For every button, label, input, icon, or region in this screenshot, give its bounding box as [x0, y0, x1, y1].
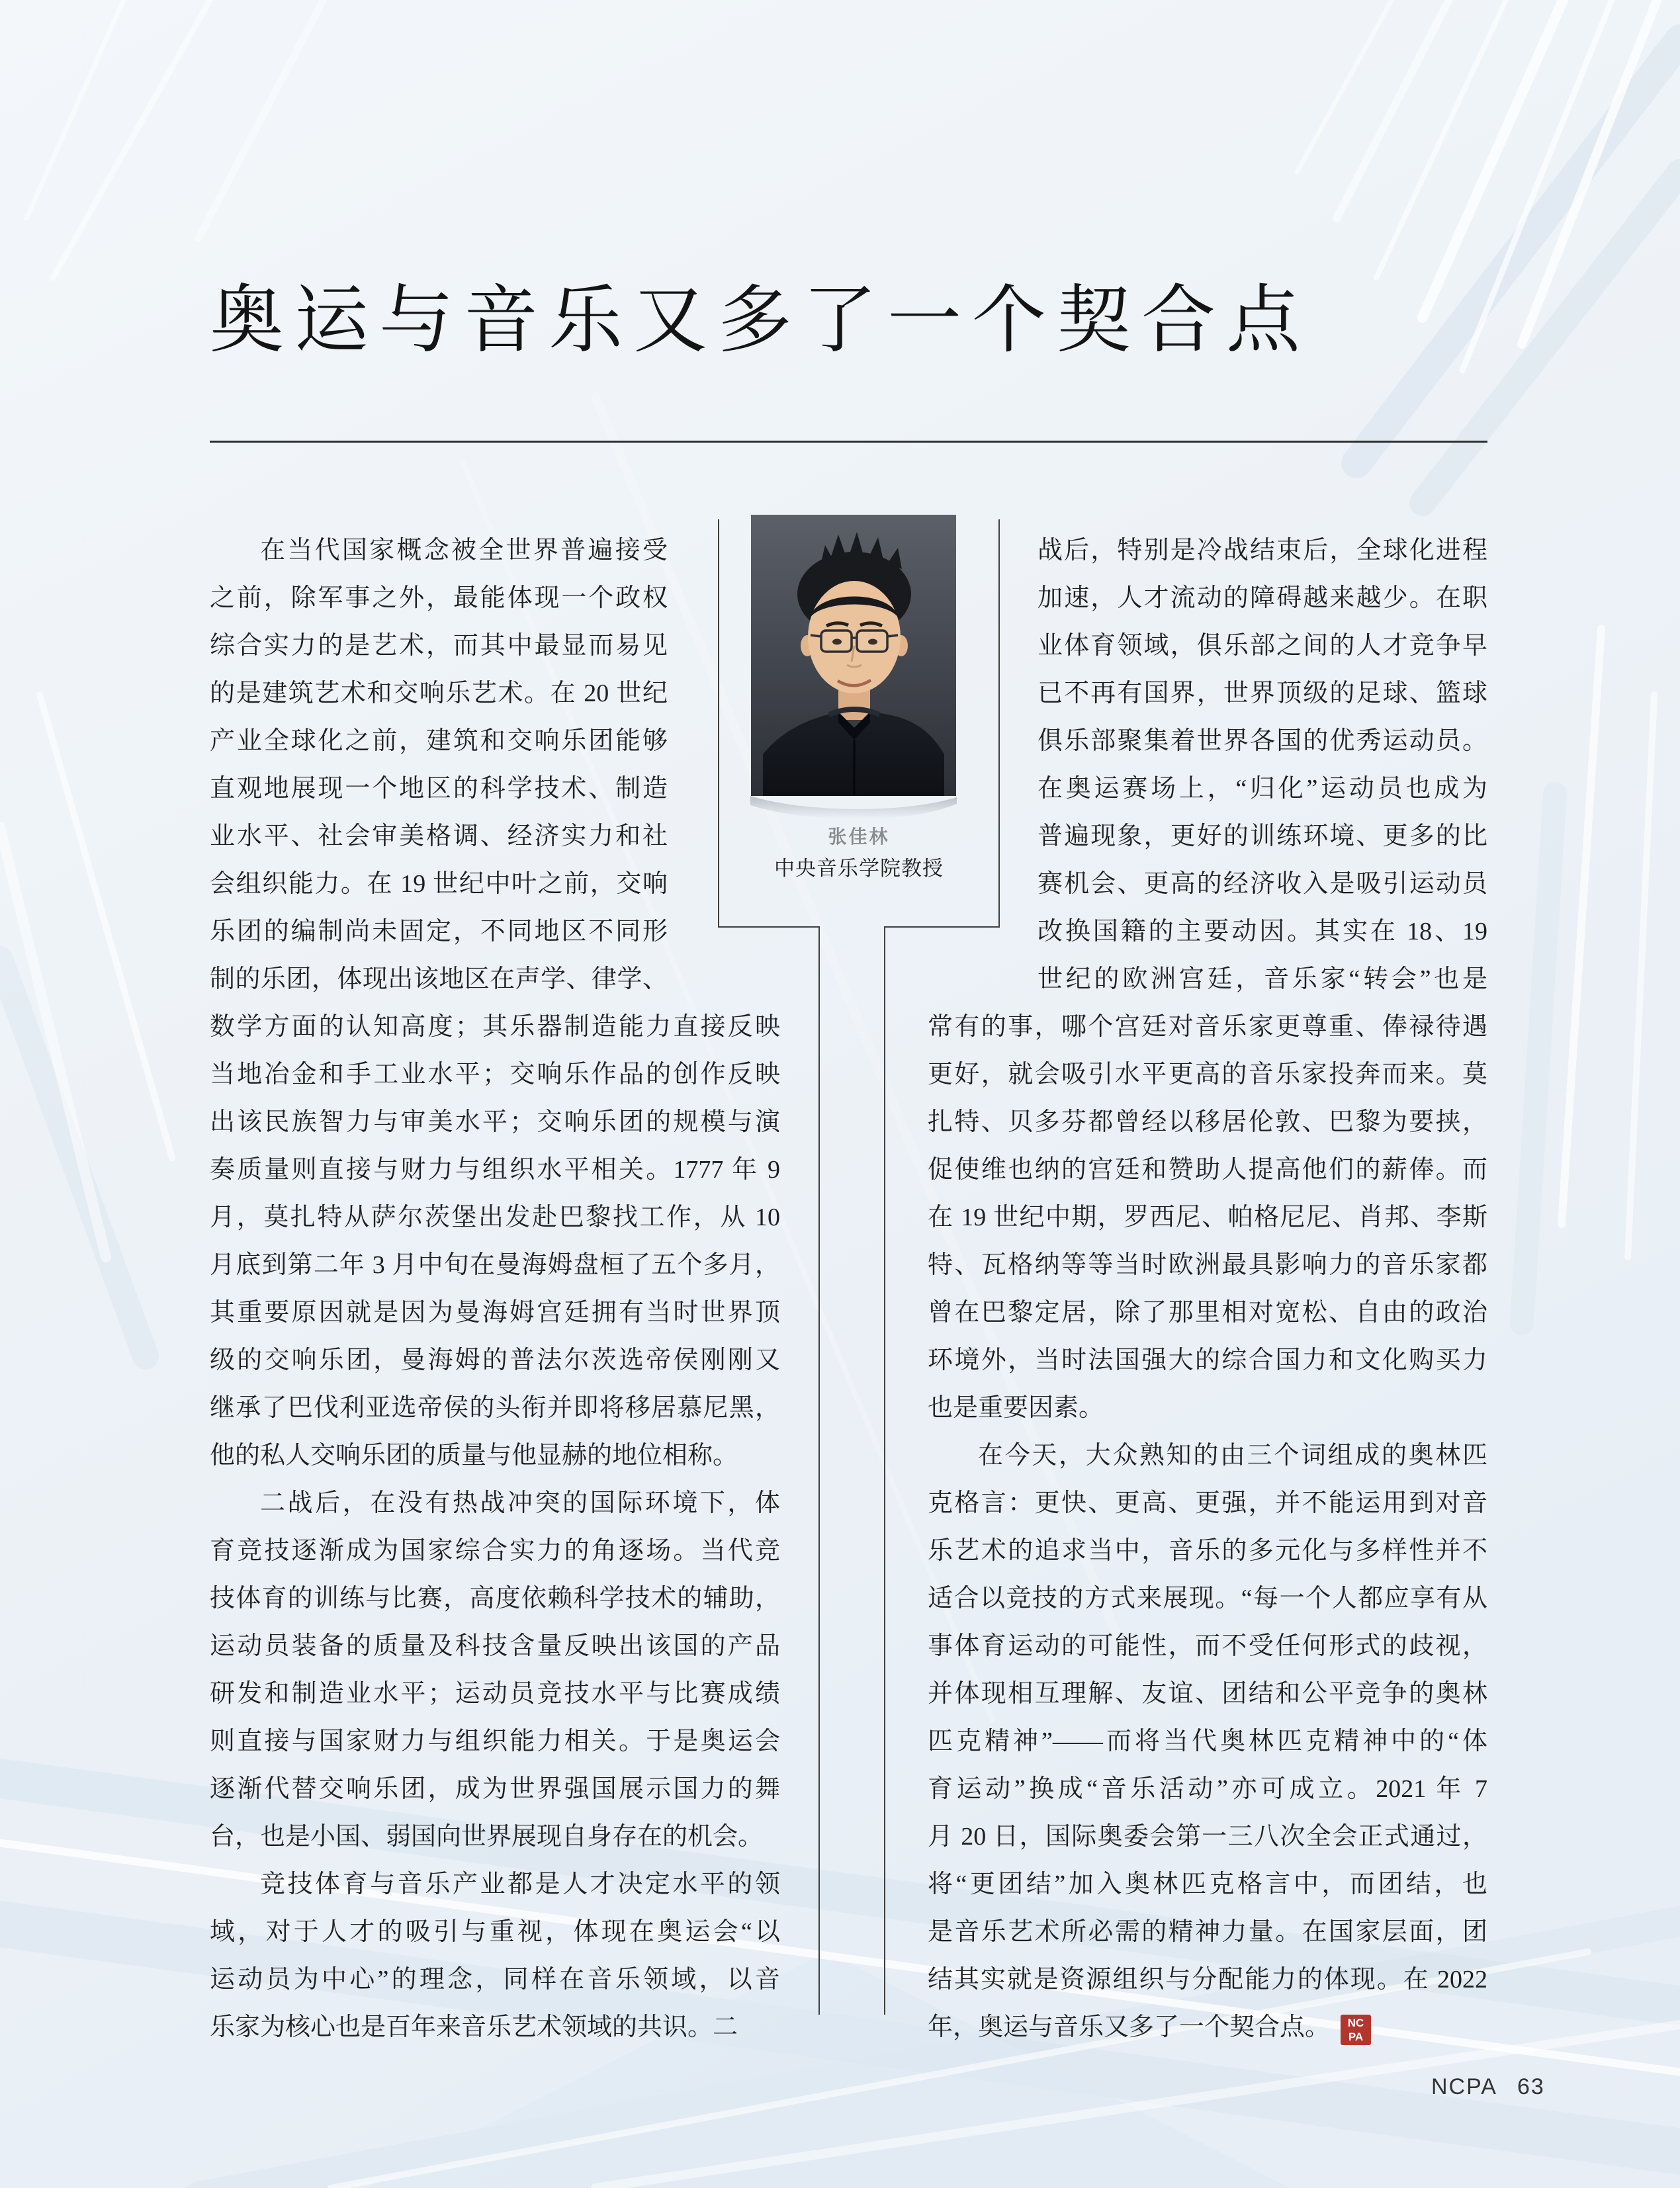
- text-line: 业体育领域，俱乐部之间的人才竞争早: [1038, 632, 1487, 660]
- text-line: 特、瓦格纳等等当时欧洲最具影响力的音乐家都: [928, 1251, 1487, 1279]
- text-line: 也是重要因素。: [928, 1394, 1104, 1422]
- text-line: 在 19 世纪中期，罗西尼、帕格尼尼、肖邦、李斯: [928, 1203, 1487, 1231]
- text-line: 直观地展现一个地区的科学技术、制造: [210, 775, 668, 803]
- text-line: 月 20 日，国际奥委会第一三八次全会正式通过，: [928, 1823, 1487, 1851]
- text-line: 则直接与国家财力与组织能力相关。于是奥运会: [210, 1728, 780, 1755]
- text-line: 出该民族智力与审美水平；交响乐团的规模与演: [210, 1108, 780, 1136]
- text-line: 域，对于人才的吸引与重视，体现在奥运会“以: [210, 1918, 780, 1946]
- text-line: 竞技体育与音乐产业都是人才决定水平的领: [260, 1870, 780, 1898]
- text-line: 环境外，当时法国强大的综合国力和文化购买力: [928, 1346, 1487, 1374]
- text-line: 乐团的编制尚未固定，不同地区不同形: [210, 918, 668, 945]
- page-number: 63: [1517, 2074, 1545, 2099]
- text-line: 运动员装备的质量及科技含量反映出该国的产品: [210, 1632, 780, 1660]
- photo-curl-shadow: [748, 795, 959, 822]
- text-line: 之前，除军事之外，最能体现一个政权: [210, 584, 668, 612]
- portrait-glasses: [857, 631, 887, 652]
- text-line: 研发和制造业水平；运动员竞技水平与比赛成绩: [210, 1680, 780, 1708]
- text-line: 普遍现象，更好的训练环境、更多的比: [1038, 822, 1487, 850]
- magazine-name: NCPA: [1431, 2074, 1497, 2099]
- text-line: 战后，特别是冷战结束后，全球化进程: [1038, 537, 1487, 564]
- text-line: 适合以竞技的方式来展现。“每一个人都应享有从: [928, 1585, 1487, 1612]
- text-line: 在奥运赛场上，“归化”运动员也成为: [1038, 775, 1487, 803]
- text-line: 奏质量则直接与财力与组织水平相关。1777 年 9: [210, 1156, 780, 1184]
- text-line: 乐艺术的追求当中，音乐的多元化与多样性并不: [928, 1537, 1487, 1565]
- text-line: 月底到第二年 3 月中旬在曼海姆盘桓了五个多月，: [210, 1251, 780, 1279]
- text-line: 当地冶金和手工业水平；交响乐作品的创作反映: [210, 1061, 780, 1088]
- text-line: 加速，人才流动的障碍越来越少。在职: [1038, 584, 1487, 612]
- text-line: 逐渐代替交响乐团，成为世界强国展示国力的舞: [210, 1775, 780, 1803]
- text-line: 匹克精神”——而将当代奥林匹克精神中的“体: [928, 1728, 1487, 1755]
- left-column-lower: [210, 1003, 780, 2051]
- text-line: 乐家为核心也是百年来音乐艺术领域的共识。二: [210, 2013, 738, 2041]
- text-line: 结其实就是资源组织与分配能力的体现。在 2022: [928, 1966, 1487, 1993]
- text-line: 继承了巴伐利亚选帝侯的头衔并即将移居慕尼黑，: [210, 1394, 780, 1422]
- text-line: 制的乐团，体现出该地区在声学、律学、: [210, 965, 668, 993]
- author-photo: [751, 515, 956, 796]
- text-line: 克格言：更快、更高、更强，并不能运用到对音: [928, 1489, 1487, 1517]
- left-column-upper: [210, 527, 668, 1003]
- text-line: 月，莫扎特从萨尔茨堡出发赴巴黎找工作，从 10: [210, 1203, 780, 1231]
- author-name: 张佳林: [828, 826, 890, 847]
- text-line: 会组织能力。在 19 世纪中叶之前，交响: [210, 870, 668, 898]
- text-line: 技体育的训练与比赛，高度依赖科学技术的辅助，: [210, 1585, 780, 1612]
- author-card-frame-bottom-right: [884, 926, 1000, 928]
- text-line: 运动员为中心”的理念，同样在音乐领域，以音: [210, 1966, 780, 1993]
- text-line: 常有的事，哪个宫廷对音乐家更尊重、俸禄待遇: [928, 1013, 1487, 1041]
- text-line: 育运动”换成“音乐活动”亦可成立。2021 年 7: [928, 1775, 1487, 1803]
- text-line: 育竞技逐渐成为国家综合实力的角逐场。当代竞: [210, 1537, 780, 1565]
- text-line: 年，奥运与音乐又多了一个契合点。 NC PA: [928, 2003, 1487, 2051]
- author-card-frame-left: [718, 519, 719, 928]
- text-line: 世纪的欧洲宫廷，音乐家“转会”也是: [1038, 965, 1487, 993]
- page-footer: [1431, 2072, 1545, 2101]
- text-line: 在今天，大众熟知的由三个词组成的奥林匹: [978, 1442, 1487, 1469]
- text-line: 台，也是小国、弱国向世界展现自身存在的机会。: [210, 1823, 764, 1851]
- text-line: 曾在巴黎定居，除了那里相对宽松、自由的政治: [928, 1299, 1487, 1327]
- author-title: 中央音乐学院教授: [774, 857, 944, 880]
- author-card-frame-bottom-left: [718, 926, 819, 928]
- article-title: 奥运与音乐又多了一个契合点: [210, 280, 1311, 362]
- column-divider-line-right: [884, 926, 885, 2015]
- text-line: 产业全球化之前，建筑和交响乐团能够: [210, 727, 668, 755]
- column-divider-line-left: [818, 926, 820, 2015]
- text-line: 业水平、社会审美格调、经济实力和社: [210, 822, 668, 850]
- ncpa-seal-icon: NC PA: [1341, 2015, 1371, 2045]
- author-card-frame-right: [998, 519, 1000, 928]
- text-line: 促使维也纳的宫廷和赞助人提高他们的薪俸。而: [928, 1156, 1487, 1184]
- text-line: 在当代国家概念被全世界普遍接受: [260, 537, 668, 564]
- text-line: 综合实力的是艺术，而其中最显而易见: [210, 632, 668, 660]
- text-line: 赛机会、更高的经济收入是吸引运动员: [1038, 870, 1487, 898]
- text-line: 级的交响乐团，曼海姆的普法尔茨选帝侯刚刚又: [210, 1346, 780, 1374]
- text-line: 的是建筑艺术和交响乐艺术。在 20 世纪: [210, 679, 668, 707]
- text-line: 扎特、贝多芬都曾经以移居伦敦、巴黎为要挟，: [928, 1108, 1487, 1136]
- right-column-upper: [1038, 527, 1487, 1003]
- title-divider: [210, 441, 1487, 443]
- text-line: 二战后，在没有热战冲突的国际环境下，体: [260, 1489, 780, 1517]
- text-line: 他的私人交响乐团的质量与他显赫的地位相称。: [210, 1442, 738, 1469]
- text-line: 俱乐部聚集着世界各国的优秀运动员。: [1038, 727, 1487, 755]
- text-line: 更好，就会吸引水平更高的音乐家投奔而来。莫: [928, 1061, 1487, 1088]
- text-line: 是音乐艺术所必需的精神力量。在国家层面，团: [928, 1918, 1487, 1946]
- right-column-lower: [928, 1003, 1487, 2051]
- text-line: 其重要原因就是因为曼海姆宫廷拥有当时世界顶: [210, 1299, 780, 1327]
- text-line: 已不再有国界，世界顶级的足球、篮球: [1038, 679, 1487, 707]
- text-line: 将“更团结”加入奥林匹克格言中，而团结，也: [928, 1870, 1487, 1898]
- portrait-glasses: [821, 631, 852, 652]
- text-line: 数学方面的认知高度；其乐器制造能力直接反映: [210, 1013, 780, 1041]
- text-line: 事体育运动的可能性，而不受任何形式的歧视，: [928, 1632, 1487, 1660]
- text-line: 并体现相互理解、友谊、团结和公平竞争的奥林: [928, 1680, 1487, 1708]
- text-line: 改换国籍的主要动因。其实在 18、19: [1038, 918, 1487, 945]
